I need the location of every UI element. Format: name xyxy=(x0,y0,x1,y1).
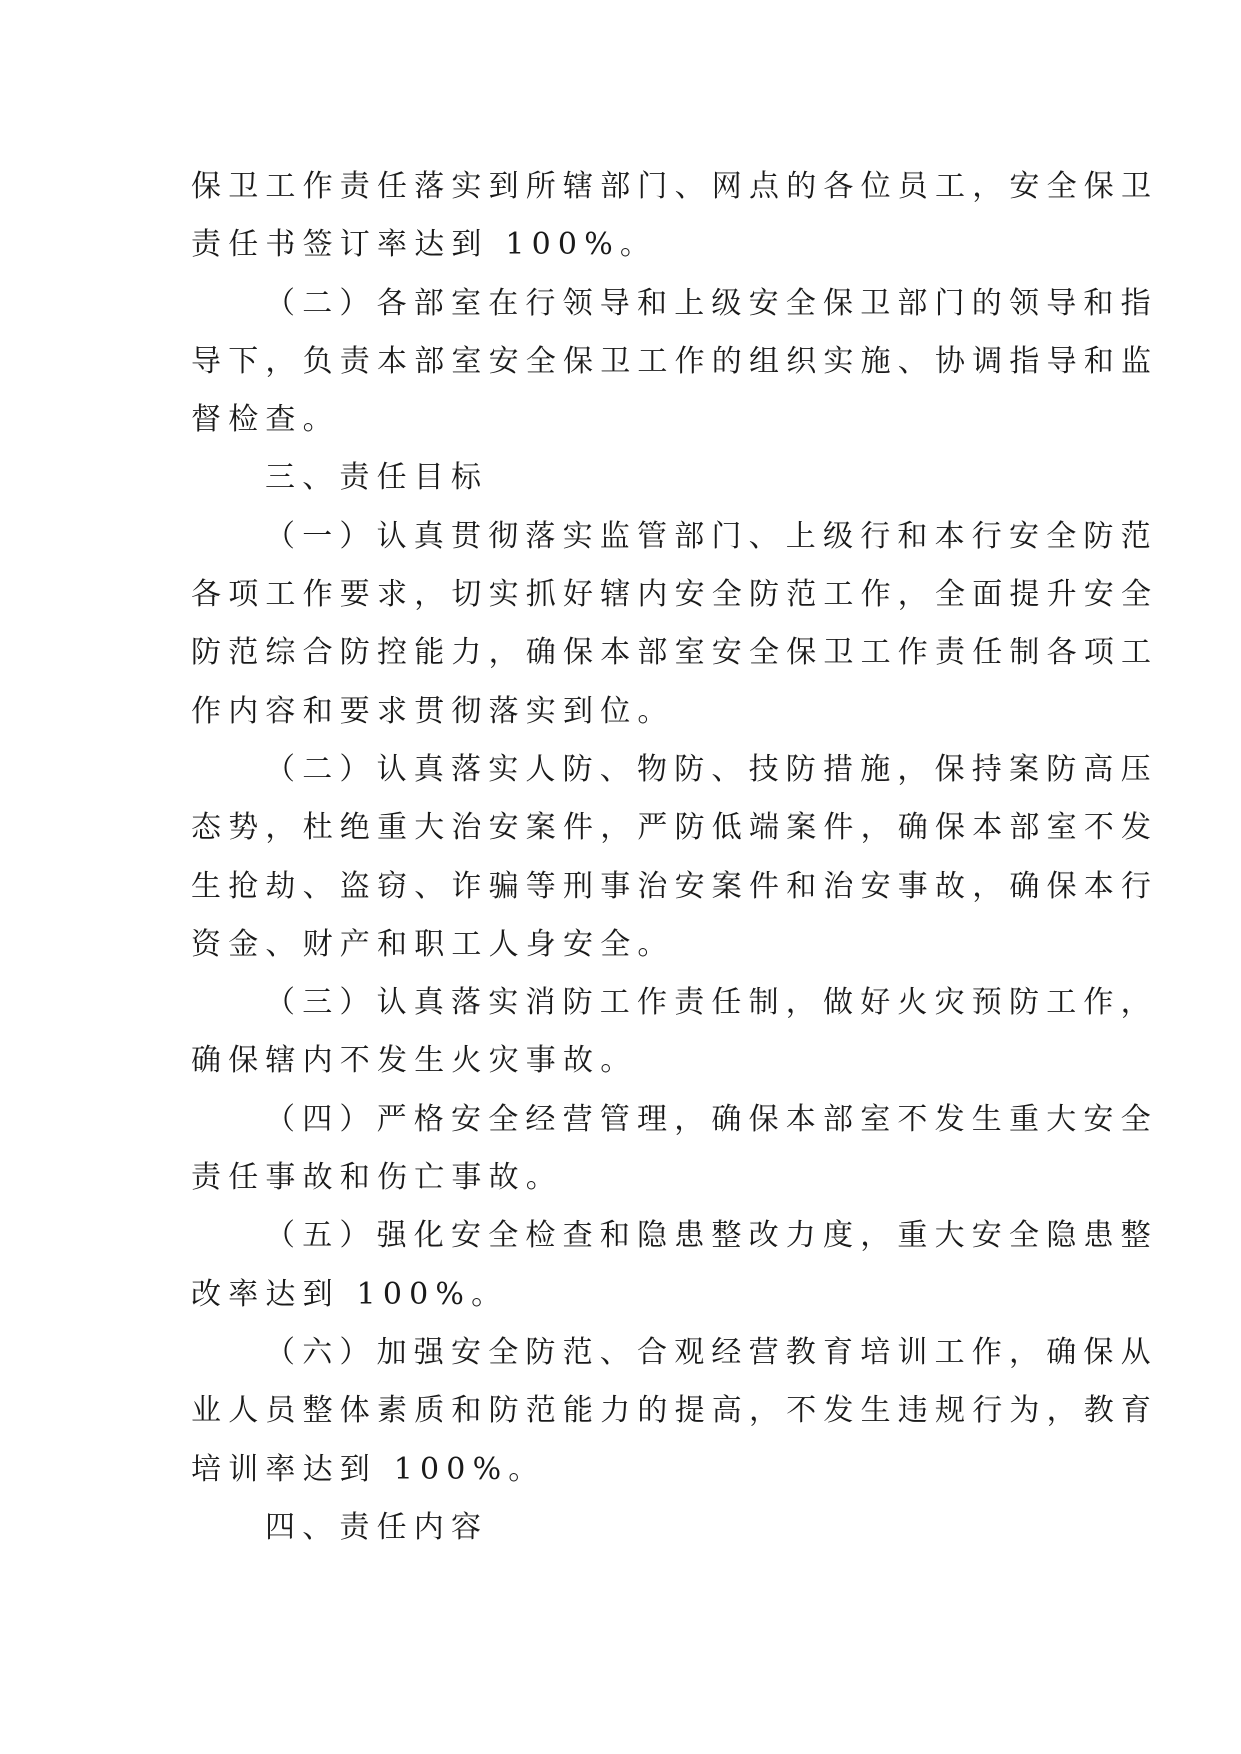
heading-text: 四、责任内容 xyxy=(265,1509,489,1545)
paragraph-1 xyxy=(191,158,1159,275)
text-line: （二）各部室在行领导和上级安全保卫部门的领导和指 xyxy=(265,285,1158,321)
text-line: 改率达到 100%。 xyxy=(191,1276,509,1312)
text-line: 资金、财产和职工人身安全。 xyxy=(191,926,675,962)
text-line: 各项工作要求，切实抓好辖内安全防范工作，全面提升安全 xyxy=(191,577,1159,613)
text-line: （四）严格安全经营管理，确保本部室不发生重大安全 xyxy=(265,1101,1158,1137)
text-line: 确保辖内不发生火灾事故。 xyxy=(191,1043,638,1079)
text-line: （六）加强安全防范、合观经营教育培训工作，确保从 xyxy=(265,1334,1158,1370)
paragraph-5 xyxy=(191,741,1159,974)
text-line: 责任事故和伤亡事故。 xyxy=(191,1160,563,1196)
paragraph-8 xyxy=(191,1207,1158,1324)
text-line: 业人员整体素质和防范能力的提高，不发生违规行为，教育 xyxy=(191,1393,1159,1429)
text-line: 态势，杜绝重大治安案件，严防低端案件，确保本部室不发 xyxy=(191,810,1159,846)
text-line: （一）认真贯彻落实监管部门、上级行和本行安全防范 xyxy=(265,518,1158,554)
paragraph-7 xyxy=(191,1091,1158,1208)
text-line: 生抢劫、盗窃、诈骗等刑事治安案件和治安事故，确保本行 xyxy=(191,868,1159,904)
text-line: 作内容和要求贯彻落实到位。 xyxy=(191,693,675,729)
paragraph-9 xyxy=(191,1324,1159,1499)
text-line: 导下，负责本部室安全保卫工作的组织实施、协调指导和监 xyxy=(191,343,1159,379)
text-line: 责任书签订率达到 100%。 xyxy=(191,227,658,263)
paragraph-6 xyxy=(191,974,1158,1091)
heading-text: 三、责任目标 xyxy=(265,460,489,496)
text-line: （二）认真落实人防、物防、技防措施，保持案防高压 xyxy=(265,751,1158,787)
text-line: 督检查。 xyxy=(191,402,340,438)
text-line: 保卫工作责任落实到所辖部门、网点的各位员工，安全保卫 xyxy=(191,169,1159,204)
text-line: （五）强化安全检查和隐患整改力度，重大安全隐患整 xyxy=(265,1218,1158,1254)
section-heading-10 xyxy=(191,1499,1051,1557)
document-body xyxy=(191,158,1159,1557)
section-heading-3 xyxy=(191,449,1051,507)
text-line: 培训率达到 100%。 xyxy=(191,1451,546,1487)
paragraph-4 xyxy=(191,508,1159,741)
text-line: 防范综合防控能力，确保本部室安全保卫工作责任制各项工 xyxy=(191,635,1159,671)
text-line: （三）认真落实消防工作责任制，做好火灾预防工作， xyxy=(265,985,1158,1021)
paragraph-2 xyxy=(191,275,1159,450)
